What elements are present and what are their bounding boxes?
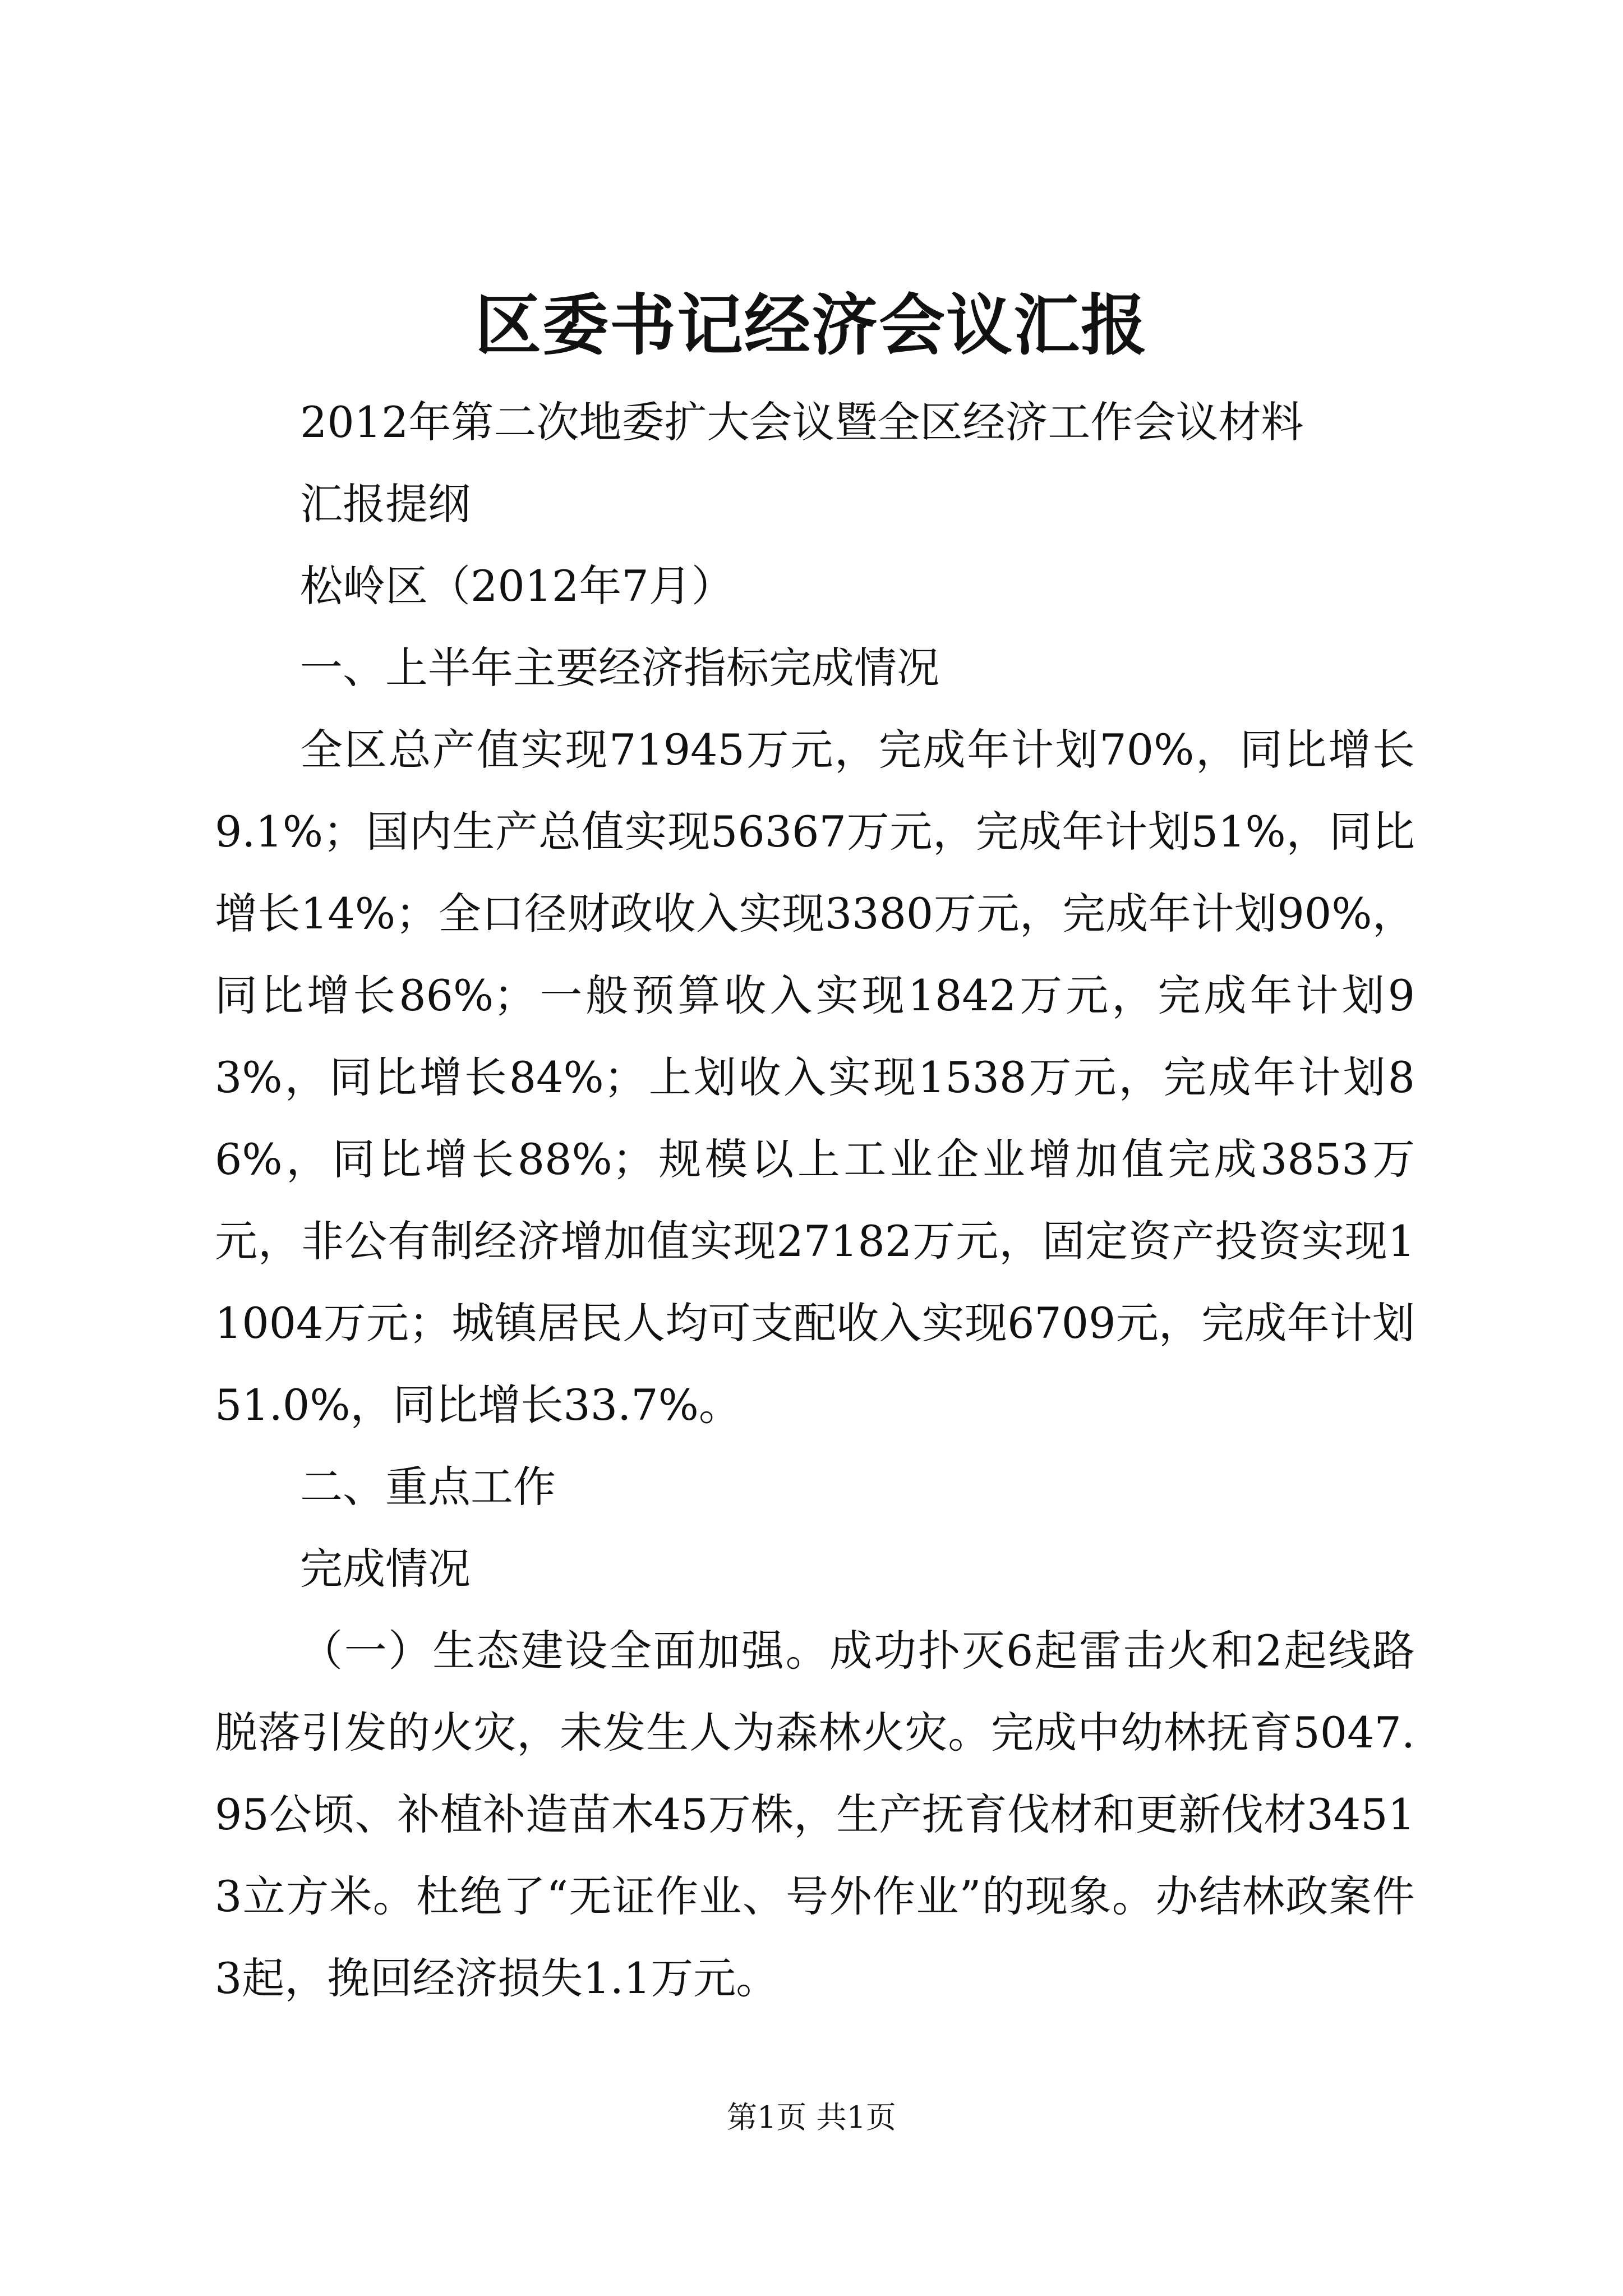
document-subtitle: 2012年第二次地委扩大会议暨全区经济工作会议材料 — [300, 397, 1304, 447]
page-footer: 第1页 共1页 — [727, 2100, 896, 2135]
section-subheading-2: 完成情况 — [300, 1544, 471, 1594]
section-heading-1: 一、上半年主要经济指标完成情况 — [300, 643, 939, 693]
document-body — [215, 381, 1415, 2019]
author-date: 松岭区（2012年7月） — [300, 561, 734, 611]
section-heading-2: 二、重点工作 — [300, 1462, 556, 1512]
section-paragraph-1: 全区总产值实现71945万元，完成年计划70%，同比增长9.1%；国内生产总值实现56367万元，完成年计划51%，同比增长14%；全口径财政收入实现3380万元，完成年计划90%，同比增长86%；一般预算收入实现1842万元，完成年计划93%，同比增长84%；上划收入实现1538万元，完成年计划86%，同比增长88%；规模以上工业企业增加值完成3853万元，非公有制经济增加值实现27182万元，固定资产投资实现11004万元；城镇居民人均可支配收入实现6709元，完成年计划51.0%，同比增长33.7%。 — [215, 725, 1415, 1430]
document-title: 区委书记经济会议汇报 — [474, 286, 1148, 364]
section-paragraph-2: （一）生态建设全面加强。成功扑灭6起雷击火和2起线路脱落引发的火灾，未发生人为森林火灾。完成中幼林抚育5047.95公顷、补植补造苗木45万株，生产抚育伐材和更新伐材34513立方米。杜绝了“无证作业、号外作业”的现象。办结林政案件3起，挽回经济损失1.1万元。 — [215, 1626, 1415, 2003]
outline-label: 汇报提纲 — [300, 479, 471, 529]
